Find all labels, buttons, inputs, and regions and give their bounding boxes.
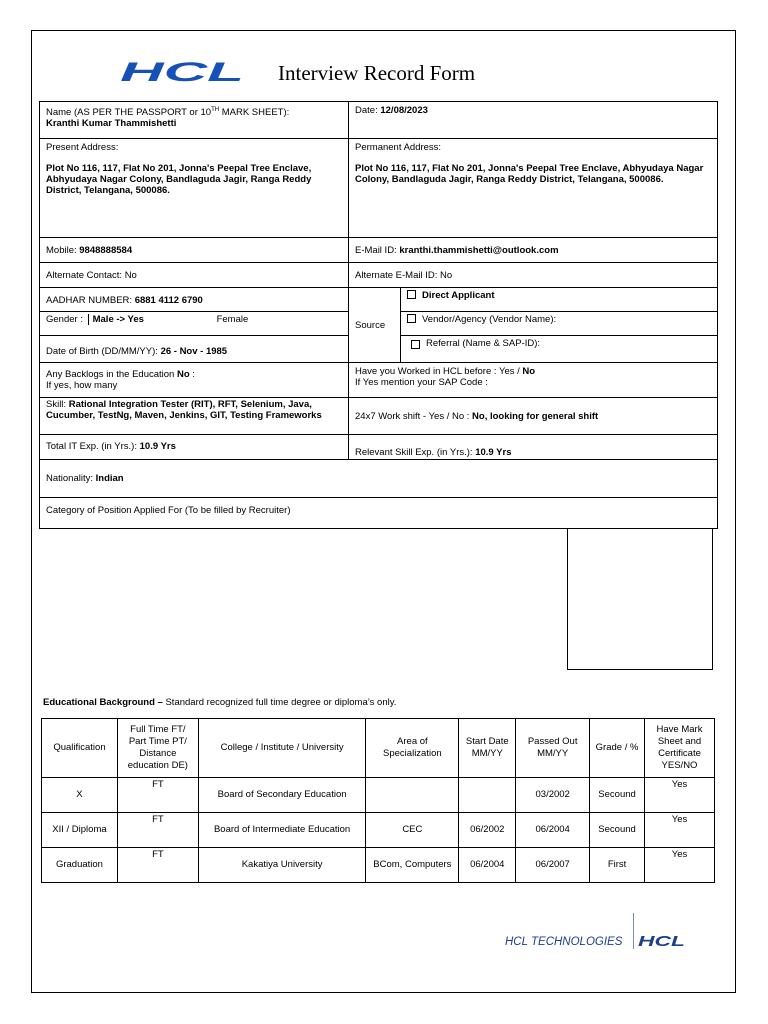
col-header-grade: Grade / % xyxy=(590,719,645,778)
name-label: Name (AS PER THE PASSPORT or 10TH MARK SHEET): xyxy=(46,107,290,119)
backlogs-value: No xyxy=(176,369,190,380)
direct-applicant-label: Direct Applicant xyxy=(422,290,495,301)
hcl-logo xyxy=(118,60,246,84)
relevant-exp-cell xyxy=(348,434,718,460)
specialization-cell xyxy=(366,778,459,813)
institution-cell: Board of Secondary Education xyxy=(198,778,366,813)
qualification-cell: XII / Diploma xyxy=(42,813,118,848)
table-row xyxy=(42,778,715,813)
direct-applicant-checkbox[interactable] xyxy=(407,290,416,299)
col-header-certificate: Have Mark Sheet and Certificate YES/NO xyxy=(645,719,715,778)
col-header-start-date: Start Date MM/YY xyxy=(459,719,516,778)
email-cell xyxy=(348,237,718,263)
date-value: 12/08/2023 xyxy=(380,105,428,116)
institution-cell: Kakatiya University xyxy=(198,848,366,883)
footer-divider xyxy=(633,913,634,949)
education-table xyxy=(41,718,715,883)
email-label: E-Mail ID: xyxy=(355,245,400,256)
gender-female-option: Female xyxy=(216,314,249,325)
date-cell xyxy=(348,101,718,139)
hcl-logo-text: HCL xyxy=(120,60,244,84)
grade-cell: First xyxy=(590,848,645,883)
institution-cell: Board of Intermediate Education xyxy=(198,813,366,848)
alt-contact-value: No xyxy=(124,270,137,281)
mobile-cell xyxy=(39,237,349,263)
specialization-cell: BCom, Computers xyxy=(366,848,459,883)
alt-email-cell xyxy=(348,262,718,288)
dob-label: Date of Birth (DD/MM/YY): xyxy=(46,346,161,357)
gender-cell xyxy=(39,311,349,336)
permanent-address-cell xyxy=(348,138,718,238)
mobile-label: Mobile: xyxy=(46,245,80,256)
shift-label: 24x7 Work shift - Yes / No : xyxy=(355,411,473,422)
certificate-cell: Yes xyxy=(645,848,715,883)
total-exp-cell xyxy=(39,434,349,460)
col-header-passed-out: Passed Out MM/YY xyxy=(516,719,590,778)
shift-cell xyxy=(348,397,718,435)
dob-value: 26 - Nov - 1985 xyxy=(160,346,228,357)
gender-label: Gender : xyxy=(46,314,86,325)
referral-checkbox[interactable] xyxy=(411,340,420,349)
total-exp-label: Total IT Exp. (in Yrs.): xyxy=(46,441,140,452)
present-address-cell xyxy=(39,138,349,238)
total-exp-value: 10.9 Yrs xyxy=(139,441,176,452)
dob-cell xyxy=(39,335,349,363)
sap-code-label: If Yes mention your SAP Code : xyxy=(355,377,488,388)
present-address-value: Plot No 116, 117, Flat No 201, Jonna's Peepal Tree Enclave, Abhyudaya Nagar Colony, Bandlaguda Jagir, Ranga Reddy District, Telangana, 500086. xyxy=(46,163,312,196)
source-vendor-cell xyxy=(400,311,718,336)
aadhar-value: 6881 4112 6790 xyxy=(134,295,203,306)
name-cell xyxy=(39,101,349,139)
gender-male-value: Male -> Yes xyxy=(92,314,144,325)
backlogs-label: Any Backlogs in the Education xyxy=(46,369,177,380)
qualification-cell: Graduation xyxy=(42,848,118,883)
alt-email-label: Alternate E-Mail ID: xyxy=(355,270,440,281)
certificate-cell: Yes xyxy=(645,813,715,848)
skill-label: Skill: xyxy=(46,399,69,410)
backlogs-cell: Any Backlogs in the Education No : If yes, how many xyxy=(39,362,349,398)
source-label: Source xyxy=(355,320,386,331)
photo-box xyxy=(567,528,713,670)
specialization-cell: CEC xyxy=(366,813,459,848)
grade-cell: Secound xyxy=(590,778,645,813)
passed-out-cell: 06/2007 xyxy=(516,848,590,883)
aadhar-label: AADHAR NUMBER: xyxy=(46,295,135,306)
col-header-specialization: Area of Specialization xyxy=(366,719,459,778)
table-row xyxy=(42,848,715,883)
footer-brand-text: HCL TECHNOLOGIES xyxy=(505,936,623,948)
study-mode-cell: FT xyxy=(117,848,198,883)
skill-value: Rational Integration Tester (RIT), RFT, Selenium, Java, Cucumber, TestNg, Maven, Jenkins, GIT, Testing Frameworks xyxy=(46,399,322,421)
email-value: kranthi.thammishetti@outlook.com xyxy=(399,245,559,256)
vendor-agency-label: Vendor/Agency (Vendor Name): xyxy=(422,314,557,325)
present-address-label: Present Address: xyxy=(46,142,119,153)
passed-out-cell: 06/2004 xyxy=(516,813,590,848)
referral-label: Referral (Name & SAP-ID): xyxy=(426,338,541,349)
start-date-cell xyxy=(459,778,516,813)
worked-hcl-cell xyxy=(348,362,718,398)
source-cell xyxy=(348,287,401,363)
grade-cell: Secound xyxy=(590,813,645,848)
mobile-value: 9848888584 xyxy=(79,245,133,256)
relevant-exp-label: Relevant Skill Exp. (in Yrs.): xyxy=(355,447,476,458)
skill-cell xyxy=(39,397,349,435)
nationality-cell xyxy=(39,459,718,498)
footer-hcl-logo xyxy=(637,933,686,948)
study-mode-cell: FT xyxy=(117,813,198,848)
nationality-value: Indian xyxy=(95,473,124,484)
aadhar-cell xyxy=(39,287,349,312)
study-mode-cell: FT xyxy=(117,778,198,813)
qualification-cell: X xyxy=(42,778,118,813)
source-referral-cell xyxy=(400,335,718,363)
col-header-institution: College / Institute / University xyxy=(198,719,366,778)
alt-contact-cell xyxy=(39,262,349,288)
name-value: Kranthi Kumar Thammishetti xyxy=(46,118,177,130)
vendor-agency-checkbox[interactable] xyxy=(407,314,416,323)
form-title: Interview Record Form xyxy=(278,61,476,85)
alt-contact-label: Alternate Contact: xyxy=(46,270,125,281)
certificate-cell: Yes xyxy=(645,778,715,813)
education-header-row xyxy=(42,719,715,778)
education-caption: Educational Background – Standard recognized full time degree or diploma’s only. xyxy=(43,697,397,708)
alt-email-value: No xyxy=(440,270,453,281)
permanent-address-value: Plot No 116, 117, Flat No 201, Jonna's Peepal Tree Enclave, Abhyudaya Nagar Colony, Bandlaguda Jagir, Ranga Reddy District, Telangana, 500086. xyxy=(355,163,704,185)
col-header-qualification: Qualification xyxy=(42,719,118,778)
start-date-cell: 06/2002 xyxy=(459,813,516,848)
category-label: Category of Position Applied For (To be filled by Recruiter) xyxy=(46,505,291,516)
source-direct-cell xyxy=(400,287,718,312)
backlogs-count-label: If yes, how many xyxy=(46,380,118,391)
table-row xyxy=(42,813,715,848)
nationality-label: Nationality: xyxy=(46,473,96,484)
col-header-study-mode: Full Time FT/ Part Time PT/ Distance education DE) xyxy=(117,719,198,778)
permanent-address-label: Permanent Address: xyxy=(355,142,442,153)
worked-hcl-label: Have you Worked in HCL before : Yes / xyxy=(355,366,523,377)
relevant-exp-value: 10.9 Yrs xyxy=(475,447,512,458)
footer-logo-text: HCL xyxy=(638,933,685,948)
shift-value: No, looking for general shift xyxy=(472,411,599,422)
passed-out-cell: 03/2002 xyxy=(516,778,590,813)
start-date-cell: 06/2004 xyxy=(459,848,516,883)
worked-hcl-value: No xyxy=(522,366,536,377)
category-cell xyxy=(39,497,718,529)
date-label: Date: xyxy=(355,105,381,116)
